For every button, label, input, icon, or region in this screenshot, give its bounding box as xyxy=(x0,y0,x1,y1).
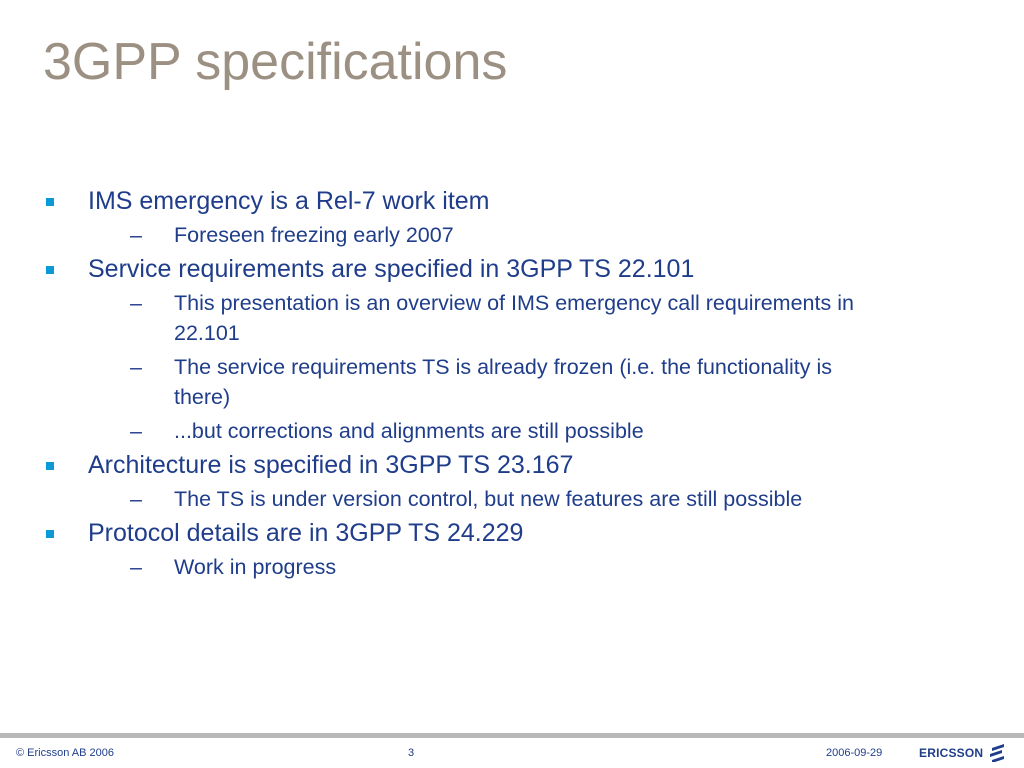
sub-bullet-item xyxy=(0,416,1024,446)
footer-copyright: © Ericsson AB 2006 xyxy=(16,747,114,759)
bullet-item xyxy=(0,254,1024,284)
bullet-text: Service requirements are specified in 3GPP TS 22.101 xyxy=(88,255,695,283)
dash-marker: – xyxy=(130,555,142,579)
sub-bullet-item xyxy=(0,552,1024,582)
square-bullet-icon xyxy=(46,198,54,206)
dash-marker: – xyxy=(130,487,142,511)
ericsson-logo xyxy=(919,742,1005,764)
logo-text: ERICSSON xyxy=(919,746,984,760)
slide-body xyxy=(0,186,1024,586)
dash-marker: – xyxy=(130,355,142,379)
dash-marker: – xyxy=(130,291,142,315)
bullet-text: Protocol details are in 3GPP TS 24.229 xyxy=(88,519,524,547)
bullet-item xyxy=(0,450,1024,480)
sub-bullet-text: Foreseen freezing early 2007 xyxy=(174,223,454,247)
square-bullet-icon xyxy=(46,530,54,538)
square-bullet-icon xyxy=(46,266,54,274)
ericsson-logo-icon xyxy=(989,744,1005,762)
sub-bullet-item xyxy=(0,484,1024,514)
page-number: 3 xyxy=(408,747,415,759)
bullet-item xyxy=(0,186,1024,216)
bullet-item xyxy=(0,518,1024,548)
footer-date: 2006-09-29 xyxy=(826,747,883,759)
sub-bullet-item xyxy=(0,352,854,412)
sub-bullet-item xyxy=(0,220,1024,250)
sub-bullet-text: Work in progress xyxy=(174,555,337,579)
dash-marker: – xyxy=(130,223,142,247)
dash-marker: – xyxy=(130,419,142,443)
slide-title: 3GPP specifications xyxy=(43,33,508,91)
footer-divider xyxy=(0,733,1024,738)
sub-bullet-text: This presentation is an overview of IMS emergency call requirements in 22.101 xyxy=(174,291,854,345)
sub-bullet-item xyxy=(0,288,854,348)
bullet-text: Architecture is specified in 3GPP TS 23.167 xyxy=(88,451,574,479)
sub-bullet-text: The TS is under version control, but new features are still possible xyxy=(174,487,803,511)
sub-bullet-text: ...but corrections and alignments are still possible xyxy=(174,419,644,443)
bullet-text: IMS emergency is a Rel-7 work item xyxy=(88,187,490,215)
sub-bullet-text: The service requirements TS is already frozen (i.e. the functionality is there) xyxy=(174,355,833,409)
square-bullet-icon xyxy=(46,462,54,470)
